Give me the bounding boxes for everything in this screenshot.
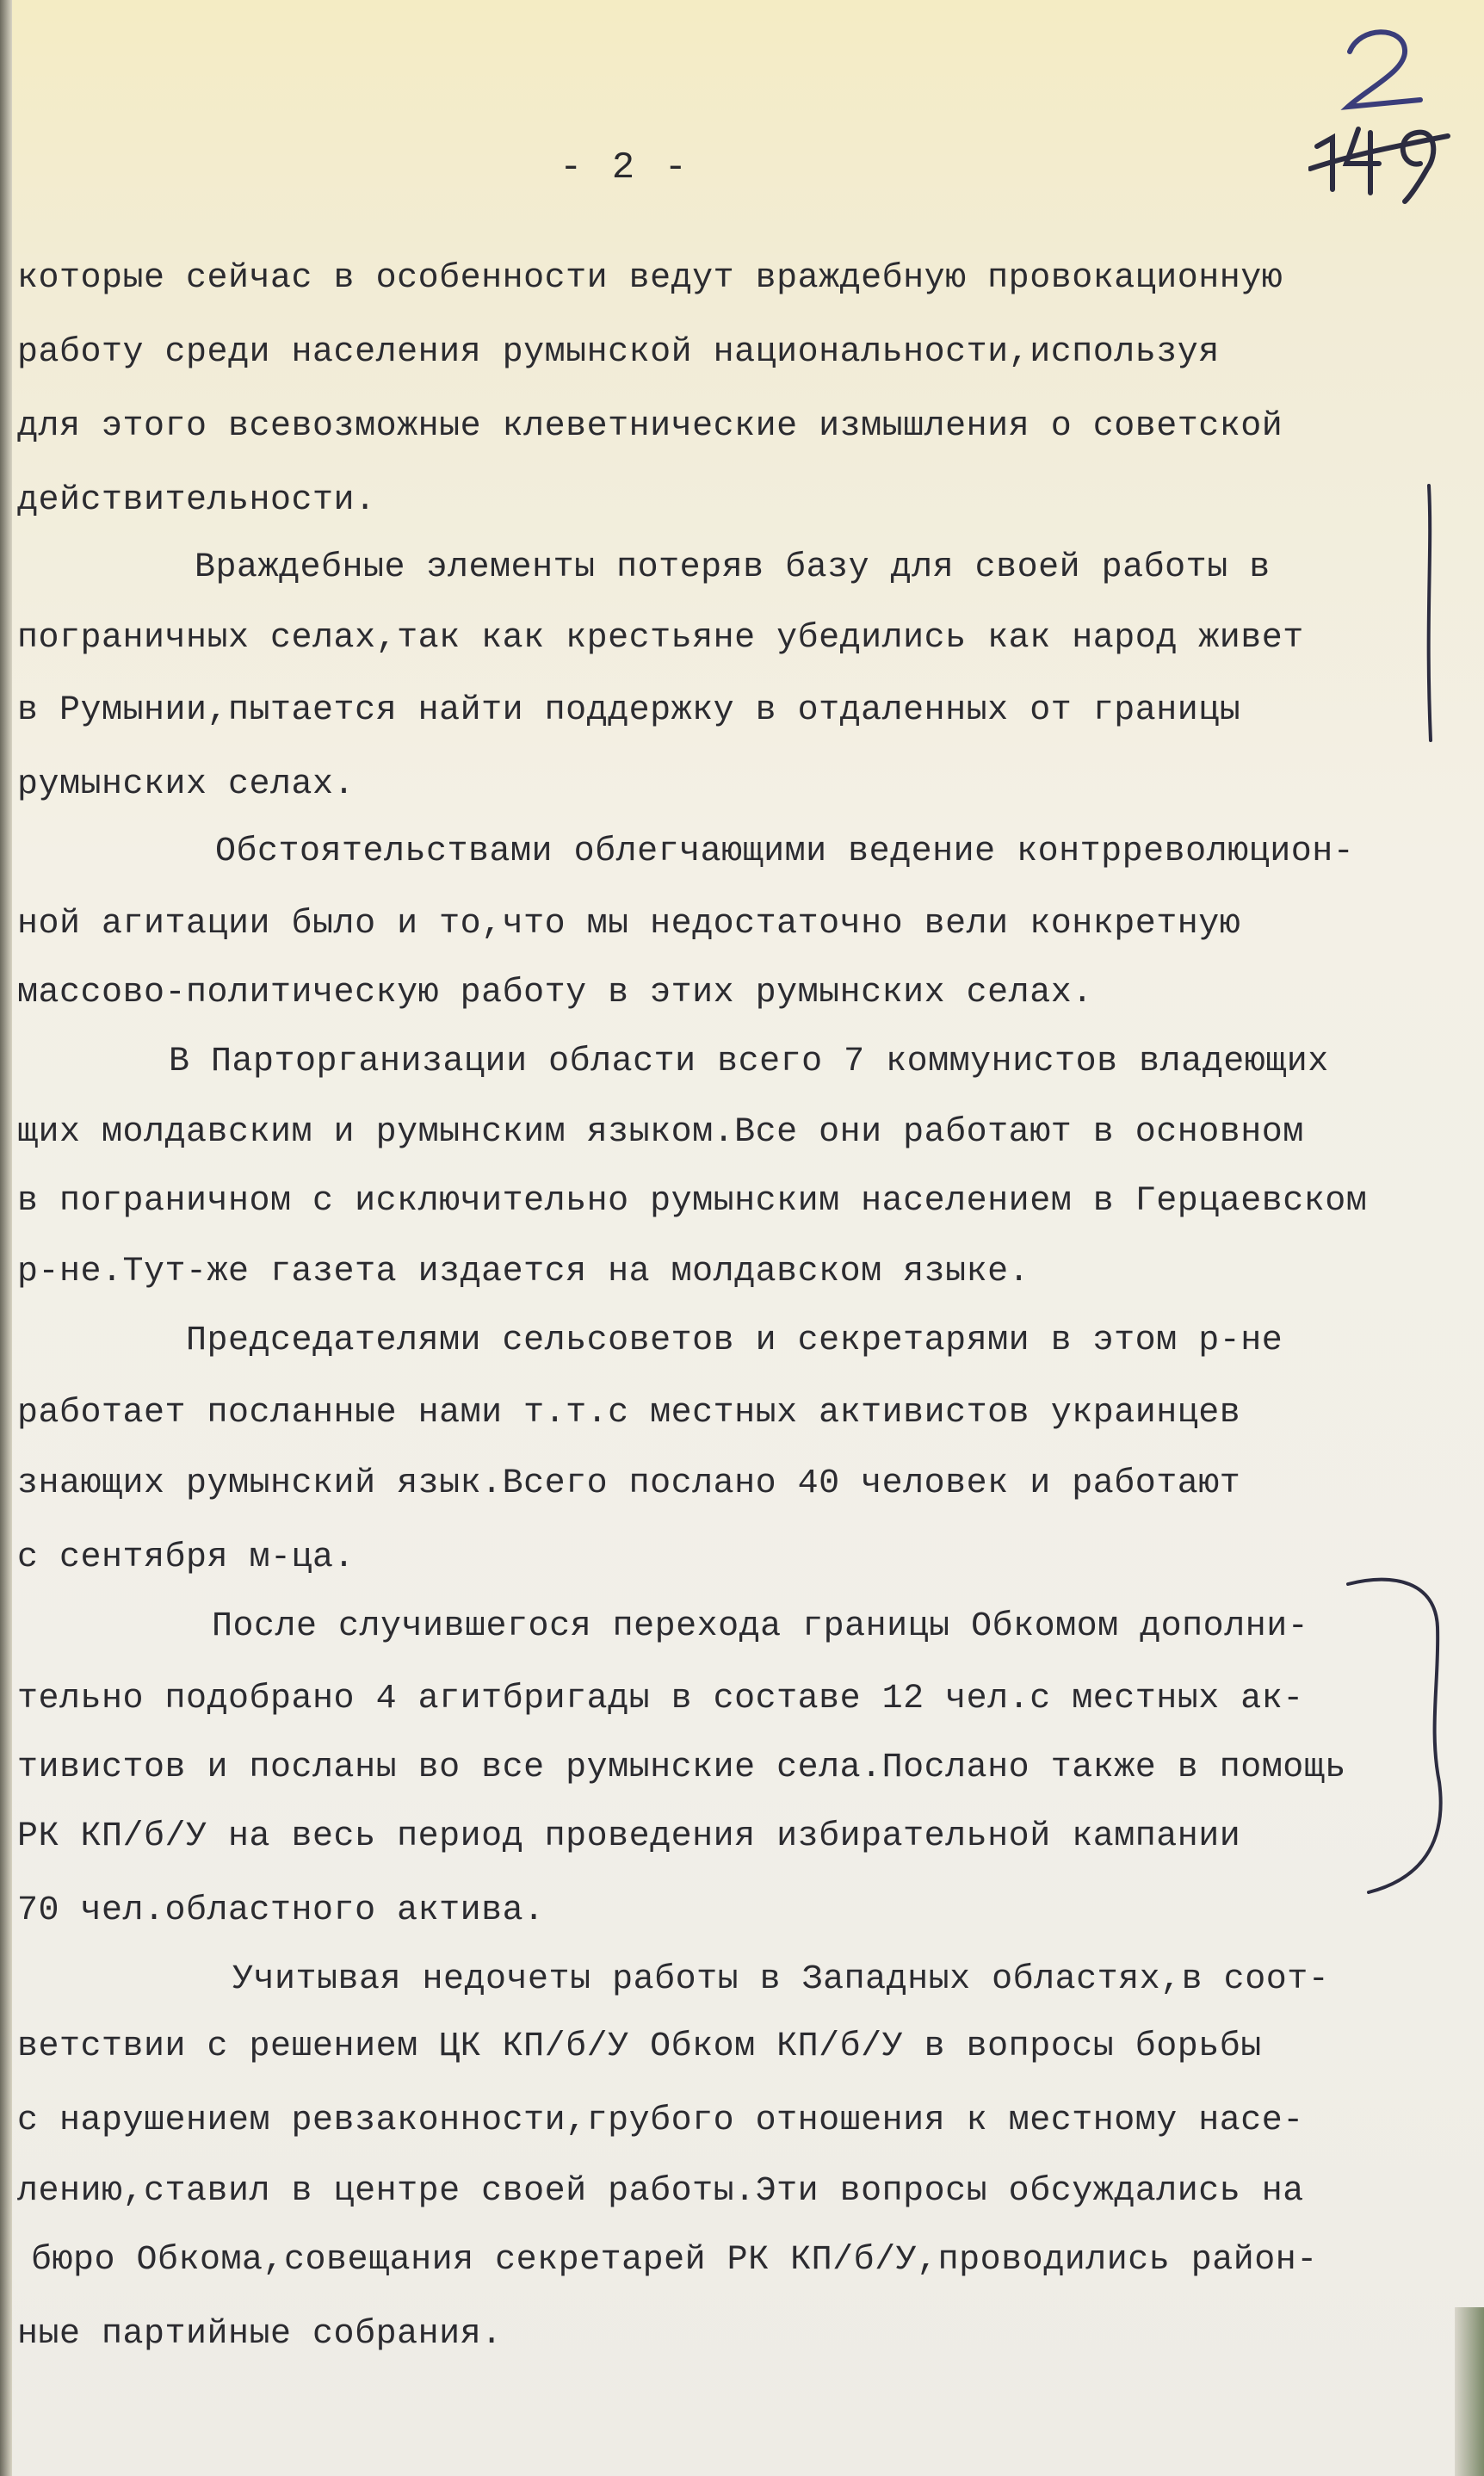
body-line: пограничных селах,так как крестьяне убедились как народ живет [17,619,1304,658]
body-line: с сентября м-ца. [17,1538,356,1577]
body-line: тельно подобрано 4 агитбригады в составе 12 чел.с местных ак- [17,1680,1304,1718]
body-line: которые сейчас в особенности ведут враждебную провокационную [17,259,1283,298]
body-line: щих молдавским и румынским языком.Все они работают в основном [17,1113,1304,1152]
body-line: бюро Обкома,совещания секретарей РК КП/б/У,проводились район- [31,2241,1318,2280]
archive-page-number-mark [1308,17,1481,224]
body-line: в Румынии,пытается найти поддержку в отдаленных от границы [17,691,1241,730]
body-line: ветствии с решением ЦК КП/б/У Обком КП/б/У в вопросы борьбы [17,2027,1262,2066]
body-line: р-не.Тут-же газета издается на молдавском языке. [17,1253,1030,1291]
body-line: в пограничном с исключительно румынским населением в Герцаевском [17,1182,1368,1221]
body-line: Учитывая недочеты работы в Западных областях,в соот- [232,1960,1330,1999]
body-line: Обстоятельствами облегчающими ведение контрреволюцион- [215,833,1355,871]
body-line: 70 чел.областного актива. [17,1891,545,1930]
body-line: знающих румынский язык.Всего послано 40 человек и работают [17,1464,1241,1503]
body-line: После случившегося перехода границы Обкомом дополни- [212,1607,1309,1646]
body-line: действительности. [17,481,376,520]
body-line: Председателями сельсоветов и секретарями в этом р-не [186,1322,1283,1360]
body-line: лению,ставил в центре своей работы.Эти вопросы обсуждались на [17,2172,1304,2211]
page-edge-corner [1455,2307,1484,2476]
body-line: В Парторганизации области всего 7 коммунистов владеющих [169,1043,1329,1081]
body-line: работу среди населения румынской национальности,используя [17,333,1220,372]
body-line: РК КП/б/У на весь период проведения избирательной кампании [17,1817,1241,1856]
margin-bracket-mark [1343,1575,1463,1903]
margin-vertical-mark [1412,482,1446,758]
page-edge-shadow [0,0,12,2476]
body-line: с нарушением ревзаконности,грубого отношения к местному насе- [17,2102,1304,2140]
body-line: ные партийные собрания. [17,2315,503,2354]
page-number: - 2 - [560,146,691,189]
body-line: Враждебные элементы потеряв базу для своей работы в [195,548,1271,587]
body-line: работает посланные нами т.т.с местных активистов украинцев [17,1394,1241,1433]
body-line: для этого всевозможные клеветнические измышления о советской [17,407,1283,446]
body-line: массово-политическую работу в этих румынских селах. [17,974,1093,1012]
body-line: тивистов и посланы во все румынские села.Послано также в помощь [17,1749,1346,1787]
body-line: румынских селах. [17,765,356,804]
body-line: ной агитации было и то,что мы недостаточно вели конкретную [17,905,1241,944]
